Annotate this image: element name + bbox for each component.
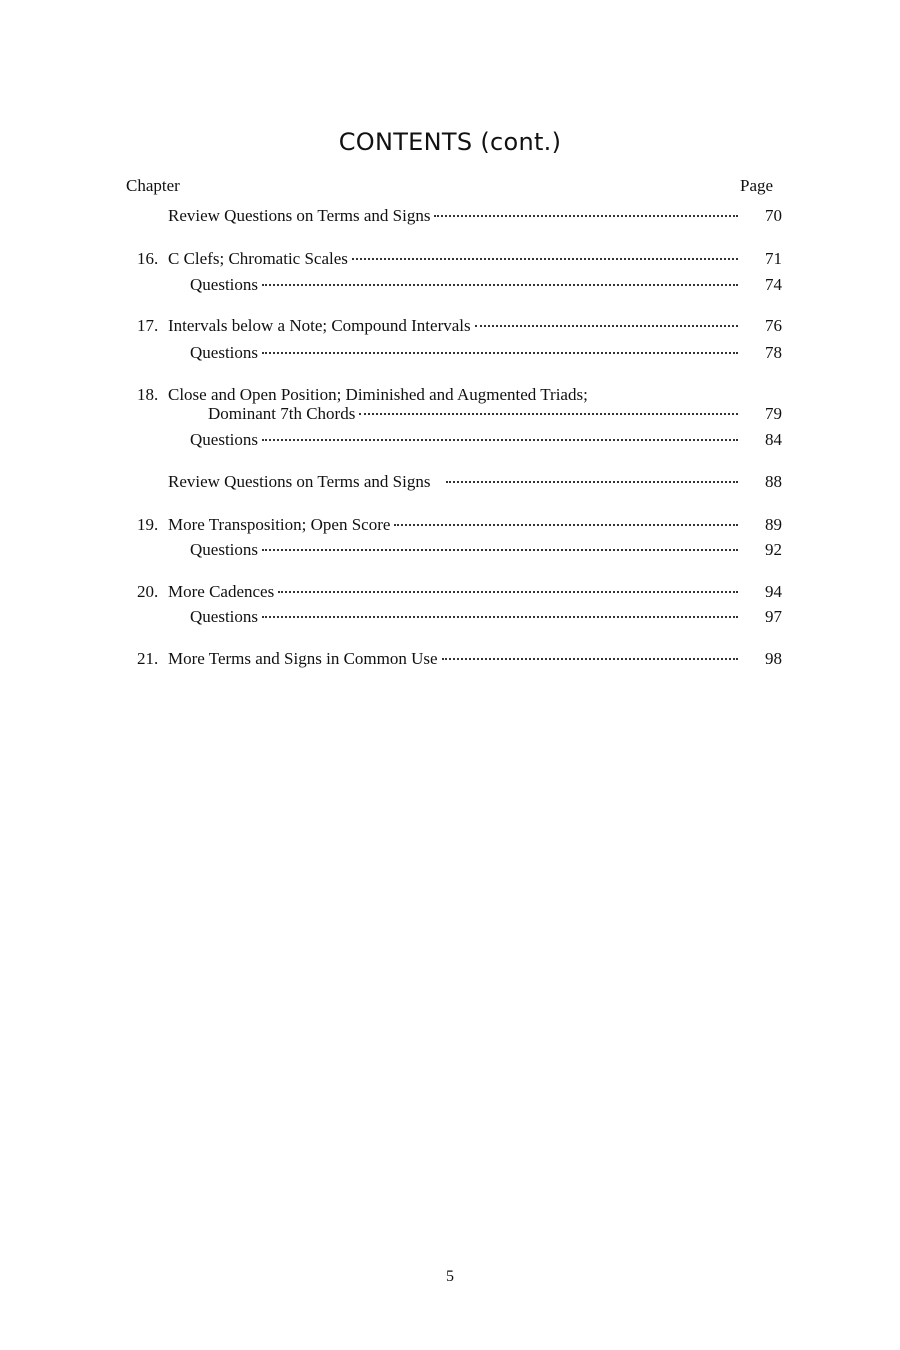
- toc-entry-chapter-16-questions[interactable]: [0, 275, 900, 297]
- page-number: 89: [765, 515, 782, 534]
- chapter-number: 21.: [137, 649, 159, 668]
- toc-entry-chapter-17[interactable]: [0, 316, 900, 338]
- chapter-number: 18.: [137, 385, 159, 404]
- page-number: 79: [765, 404, 782, 423]
- entry-title: Questions: [190, 275, 258, 294]
- entry-title: Questions: [190, 540, 258, 559]
- chapter-number: 16.: [137, 249, 159, 268]
- dot-leader: [262, 352, 738, 354]
- page-column-header: Page: [740, 176, 774, 195]
- entry-title: More Transposition; Open Score: [168, 515, 391, 534]
- toc-entry-chapter-19-questions[interactable]: [0, 540, 900, 562]
- entry-title: Questions: [190, 607, 258, 626]
- dot-leader: [262, 549, 738, 551]
- entry-title: More Cadences: [168, 582, 275, 601]
- entry-title: More Terms and Signs in Common Use: [168, 649, 438, 668]
- page-number: 74: [765, 275, 782, 294]
- toc-entry-chapter-20-questions[interactable]: [0, 607, 900, 629]
- chapter-number: 20.: [137, 582, 159, 601]
- entry-title: C Clefs; Chromatic Scales: [168, 249, 348, 268]
- toc-entry-chapter-18-questions[interactable]: [0, 430, 900, 452]
- dot-leader: [446, 481, 738, 483]
- chapter-number: 17.: [137, 316, 159, 335]
- page-number: 76: [765, 316, 782, 335]
- toc-entry-chapter-16[interactable]: [0, 249, 900, 271]
- toc-entry-chapter-21[interactable]: [0, 649, 900, 671]
- entry-title: Questions: [190, 343, 258, 362]
- toc-entry-review-1[interactable]: [0, 206, 900, 228]
- dot-leader: [434, 215, 738, 217]
- page-number: 71: [765, 249, 782, 268]
- page-number: 92: [765, 540, 782, 559]
- dot-leader: [262, 616, 738, 618]
- page-number: 78: [765, 343, 782, 362]
- dot-leader: [262, 284, 738, 286]
- dot-leader: [262, 439, 738, 441]
- toc-entry-chapter-19[interactable]: [0, 515, 900, 537]
- dot-leader: [278, 591, 738, 593]
- entry-title: Questions: [190, 430, 258, 449]
- dot-leader: [359, 413, 738, 415]
- page-number: 88: [765, 472, 782, 491]
- entry-title: Review Questions on Terms and Signs: [168, 472, 431, 491]
- entry-title: Review Questions on Terms and Signs: [168, 206, 431, 225]
- dot-leader: [475, 325, 738, 327]
- toc-entry-chapter-17-questions[interactable]: [0, 343, 900, 365]
- page-folio: 5: [446, 1268, 454, 1285]
- entry-title: Close and Open Position; Diminished and Augmented Triads;: [168, 385, 588, 404]
- dot-leader: [352, 258, 738, 260]
- page-number: 97: [765, 607, 782, 626]
- entry-title: Intervals below a Note; Compound Intervals: [168, 316, 471, 335]
- page-number: 94: [765, 582, 782, 601]
- entry-title-continued: Dominant 7th Chords: [208, 404, 356, 423]
- toc-entry-chapter-20[interactable]: [0, 582, 900, 604]
- toc-entry-chapter-18-continued[interactable]: [0, 404, 900, 426]
- page-number: 70: [765, 206, 782, 225]
- page-title: CONTENTS (cont.): [338, 128, 562, 156]
- chapter-number: 19.: [137, 515, 159, 534]
- page-number: 84: [765, 430, 782, 449]
- page-number: 98: [765, 649, 782, 668]
- dot-leader: [442, 658, 738, 660]
- toc-entry-review-2[interactable]: [0, 472, 900, 494]
- chapter-column-header: Chapter: [126, 176, 180, 195]
- dot-leader: [394, 524, 738, 526]
